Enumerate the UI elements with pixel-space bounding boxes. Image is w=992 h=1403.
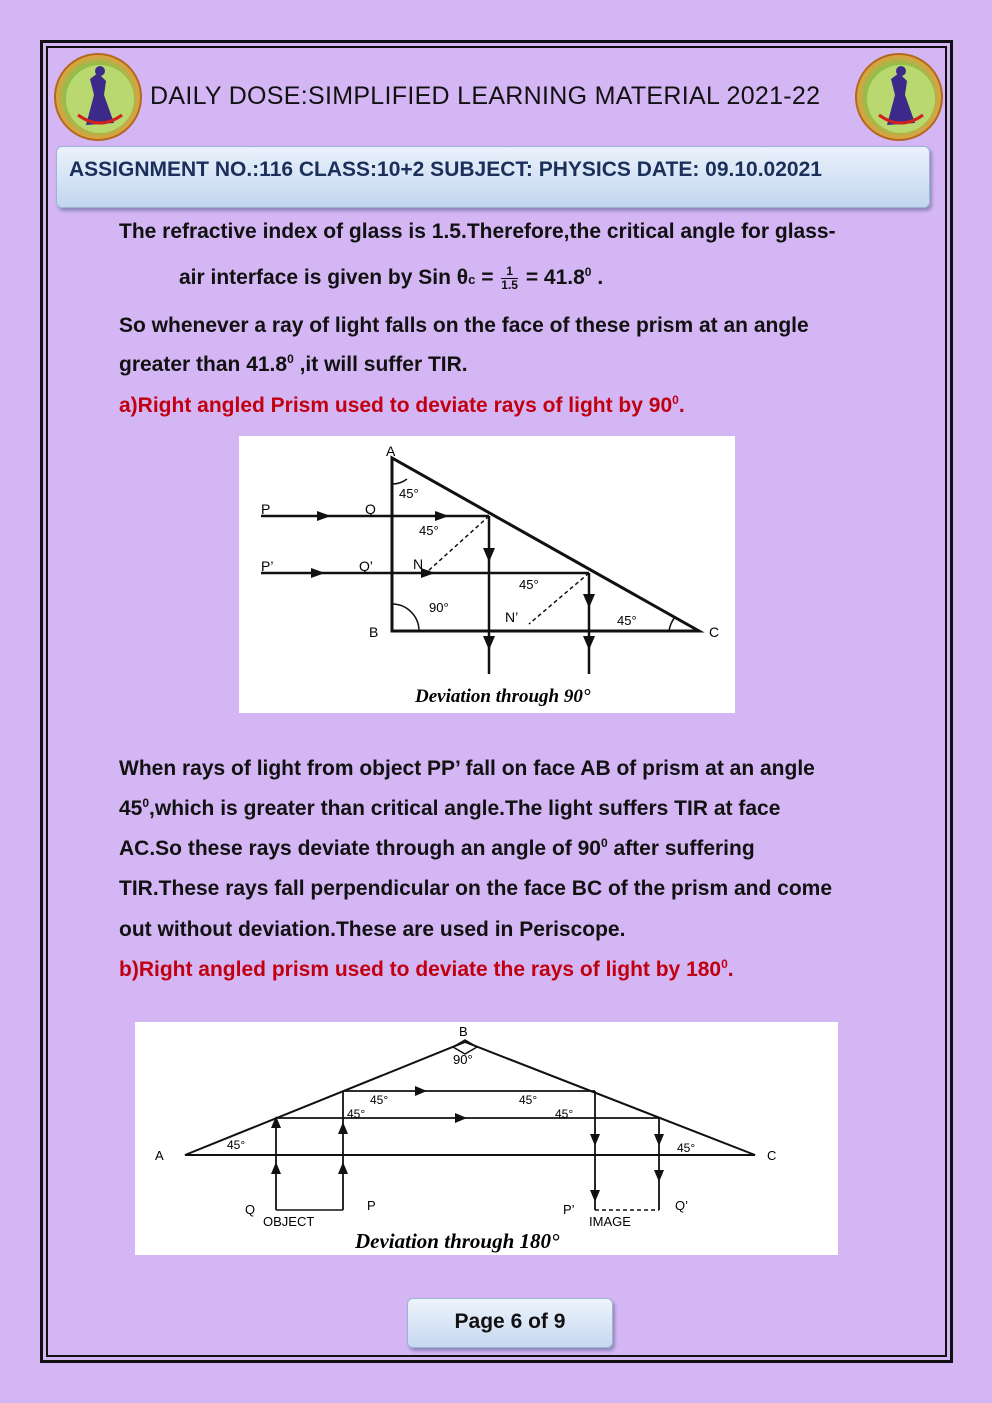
angle-90: 90° (453, 1052, 473, 1067)
label-q-prime: Q’ (359, 558, 373, 574)
equals-sign: = (475, 266, 500, 290)
heading-text: a)Right angled Prism used to deviate rays of light by 90 (119, 394, 673, 417)
heading-text: b)Right angled prism used to deviate the rays of light by 180 (119, 958, 722, 981)
angle-45-c: 45° (677, 1141, 696, 1155)
text-segment: ,it will suffer TIR. (293, 353, 468, 376)
text-segment: greater than 41.8 (119, 353, 288, 376)
angle-45-right-top: 45° (519, 1093, 538, 1107)
period: . (727, 958, 734, 981)
label-q: Q (245, 1202, 256, 1217)
subscript-c: c (468, 272, 476, 288)
period: . (678, 394, 685, 417)
text-line: The refractive index of glass is 1.5.Therefore,the critical angle for glass- (119, 220, 836, 243)
object-label: OBJECT (263, 1214, 315, 1229)
figure2-caption: Deviation through 180° (355, 1229, 560, 1253)
fraction-numerator: 1 (501, 265, 518, 279)
figure-deviation-90 (239, 436, 735, 713)
degree-superscript: 0 (142, 796, 150, 810)
angle-45-right-bottom: 45° (555, 1107, 574, 1121)
text-segment: after suffering (607, 837, 755, 860)
figure1-caption: Deviation through 90° (415, 686, 591, 707)
degree-superscript: 0 (600, 836, 608, 850)
heading-a (119, 393, 685, 419)
degree-superscript: 0 (672, 393, 679, 407)
fraction (501, 265, 518, 292)
angle-45-q: 45° (419, 523, 439, 538)
label-b: B (369, 624, 379, 640)
fraction-denominator: 1.5 (501, 278, 518, 292)
text-line: When rays of light from object PP’ fall on face AB of prism at an angle (119, 757, 815, 780)
formula-result: = 41.8 (519, 266, 585, 290)
label-c: C (709, 624, 720, 640)
label-p-prime: P’ (261, 558, 274, 574)
angle-45-left-bottom: 45° (347, 1107, 366, 1121)
assignment-banner (56, 146, 930, 208)
angle-90: 90° (429, 600, 449, 615)
label-b: B (459, 1024, 468, 1039)
formula-text: air interface is given by Sin θ (179, 266, 469, 290)
label-p: P (261, 501, 271, 517)
angle-45-top: 45° (399, 486, 419, 501)
text-line: So whenever a ray of light falls on the face of these prism at an angle (119, 314, 809, 337)
critical-angle-formula (179, 265, 603, 293)
text-line (119, 796, 780, 822)
text-segment: 45 (119, 797, 143, 820)
degree-superscript: 0 (721, 957, 728, 971)
assignment-text: ASSIGNMENT NO.:116 CLASS:10+2 SUBJECT: PHYSICS DATE: 09.10.02021 (69, 158, 822, 181)
angle-45-a: 45° (227, 1138, 246, 1152)
text-line: TIR.These rays fall perpendicular on the face BC of the prism and come (119, 877, 833, 900)
label-n: N (413, 556, 424, 572)
label-p: P (367, 1198, 376, 1213)
angle-45-c: 45° (617, 613, 637, 628)
angle-45-left-top: 45° (370, 1093, 389, 1107)
heading-b (119, 957, 734, 983)
figure-deviation-180 (135, 1022, 838, 1255)
text-segment: AC.So these rays deviate through an angle of 90 (119, 837, 601, 860)
label-a: A (386, 443, 396, 459)
label-n-prime: N’ (505, 609, 519, 625)
image-label: IMAGE (589, 1214, 631, 1229)
degree-superscript: 0 (584, 265, 592, 280)
page-number: Page 6 of 9 (407, 1298, 613, 1348)
label-c: C (767, 1148, 777, 1163)
school-logo-right (855, 53, 943, 141)
label-a: A (155, 1148, 164, 1163)
angle-45-n: 45° (519, 577, 539, 592)
text-line (119, 836, 755, 862)
degree-superscript: 0 (287, 352, 294, 366)
label-q-prime: Q’ (675, 1198, 688, 1213)
text-line: out without deviation.These are used in Periscope. (119, 918, 626, 941)
text-line (119, 352, 468, 378)
label-p-prime: P’ (563, 1202, 575, 1217)
text-segment: ,which is greater than critical angle.The light suffers TIR at face (149, 797, 781, 820)
label-q: Q (365, 501, 376, 517)
school-logo-left (54, 53, 142, 141)
period: . (591, 266, 604, 290)
header-title: DAILY DOSE:SIMPLIFIED LEARNING MATERIAL 2021-22 (150, 82, 821, 110)
